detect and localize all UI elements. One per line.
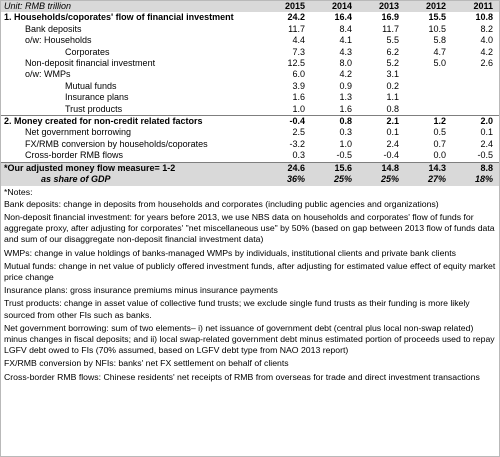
row-label: as share of GDP	[1, 174, 264, 185]
row-label: Non-deposit financial investment	[25, 58, 156, 69]
note-item: Mutual funds: change in net value of publicly offered investment funds, after adjusting for estimated value effect of equity market price change	[4, 260, 496, 282]
cell-value: 0.7	[433, 138, 446, 149]
notes-section	[1, 186, 499, 383]
cell-value: 14.8	[358, 162, 405, 174]
cell-value: 14.3	[405, 162, 452, 174]
cell-value: -0.4	[264, 116, 311, 128]
row-label: Trust products	[65, 103, 123, 114]
note-item: Insurance plans: gross insurance premiums minus insurance payments	[4, 285, 278, 296]
row-label: *Our adjusted money flow measure= 1-2	[1, 162, 264, 174]
cell-value: 0.1	[480, 127, 493, 138]
table-row	[1, 150, 499, 162]
cell-value: 0.9	[339, 80, 352, 91]
cell-value: 8.2	[480, 23, 493, 34]
table-row	[1, 104, 499, 116]
cell-value: 5.5	[386, 35, 399, 46]
cell-value: 6.0	[292, 69, 305, 80]
cell-value: 0.8	[386, 103, 399, 114]
cell-value: 12.5	[287, 58, 305, 69]
note-item: FX/RMB conversion by NFIs: banks' net FX settlement on behalf of clients	[4, 358, 289, 369]
note-item: Net government borrowing: sum of two elements– i) net issuance of government debt (central plus local non-swap related) minus changes in fiscal deposits; and ii) local swap-related government debt minus estimated portion of proceeds used to repay LGFV debt owed to FIs (70% assumed, based on LGFV debt type from NAO 2013 report)	[4, 322, 495, 356]
row-label: 2. Money created for non-credit related factors	[1, 116, 264, 128]
cell-value: 15.5	[428, 12, 446, 23]
cell-value: 6.2	[386, 46, 399, 57]
cell-value	[452, 104, 499, 116]
year-header: 2015	[264, 1, 311, 12]
cell-value: 16.4	[334, 12, 352, 23]
cell-value: 16.9	[381, 12, 399, 23]
cell-value: 25%	[358, 174, 405, 185]
cell-value: 8.4	[339, 23, 352, 34]
year-header: 2013	[358, 1, 405, 12]
cell-value: 24.6	[264, 162, 311, 174]
note-item: Trust products: change in asset value of collective fund trusts; we exclude single fund trusts as their funding is more likely sourced from other FIs such as banks.	[4, 298, 470, 320]
cell-value: 36%	[264, 174, 311, 185]
cell-value: 8.8	[452, 162, 499, 174]
table-row	[1, 81, 499, 92]
row-label: Mutual funds	[65, 80, 117, 91]
table-row	[1, 35, 499, 46]
cell-value: 2.4	[480, 138, 493, 149]
year-header: 2014	[311, 1, 358, 12]
cell-value: 3.1	[386, 69, 399, 80]
cell-value: 2.5	[292, 127, 305, 138]
cell-value: 1.6	[339, 103, 352, 114]
cell-value: 1.3	[339, 92, 352, 103]
row-label: FX/RMB conversion by households/coporates	[25, 138, 208, 149]
cell-value: 4.2	[339, 69, 352, 80]
table-row	[1, 139, 499, 150]
money-flow-table	[1, 1, 499, 186]
cell-value: -0.5	[336, 150, 352, 161]
note-item: WMPs: change in value holdings of banks-managed WMPs by individuals, institutional clients and private bank clients	[4, 247, 456, 258]
year-header: 2011	[452, 1, 499, 12]
cell-value: 10.8	[475, 12, 493, 23]
unit-label: Unit: RMB trillion	[1, 1, 264, 12]
row-label: Insurance plans	[65, 92, 129, 103]
cell-value: 5.2	[386, 58, 399, 69]
cell-value	[452, 69, 499, 80]
cell-value: -0.4	[383, 150, 399, 161]
cell-value: 2.0	[452, 116, 499, 128]
cell-value: 11.7	[382, 23, 399, 34]
cell-value: 0.1	[386, 127, 399, 138]
cell-value: 1.0	[292, 103, 305, 114]
table-row	[1, 58, 499, 69]
cell-value: 1.6	[292, 92, 305, 103]
cell-value: 1.2	[405, 116, 452, 128]
cell-value: 15.6	[311, 162, 358, 174]
row-label: Net government borrowing	[25, 127, 132, 138]
cell-value: 5.8	[433, 35, 446, 46]
row-label: Bank deposits	[25, 23, 82, 34]
cell-value: 18%	[452, 174, 499, 185]
year-header: 2012	[405, 1, 452, 12]
cell-value: 5.0	[433, 58, 446, 69]
cell-value: -0.5	[477, 150, 493, 161]
table-row	[1, 47, 499, 58]
cell-value: 4.4	[292, 35, 305, 46]
cell-value: 0.8	[311, 116, 358, 128]
cell-value: 4.3	[339, 46, 352, 57]
cell-value	[452, 81, 499, 92]
cell-value: 4.7	[433, 46, 446, 57]
cell-value: 2.1	[358, 116, 405, 128]
cell-value: 2.4	[386, 138, 399, 149]
cell-value: 25%	[311, 174, 358, 185]
row-label: Corporates	[65, 46, 110, 57]
table-row	[1, 24, 499, 35]
cell-value: 4.1	[339, 35, 352, 46]
table-row	[1, 12, 499, 23]
cell-value: 8.0	[339, 58, 352, 69]
cell-value: 10.5	[428, 23, 446, 34]
row-label: o/w: Households	[25, 35, 92, 46]
cell-value	[405, 92, 452, 103]
cell-value: 1.0	[339, 138, 352, 149]
cell-value: 4.0	[480, 35, 493, 46]
row-label: Cross-border RMB flows	[25, 150, 124, 161]
cell-value: 0.3	[339, 127, 352, 138]
notes-title: *Notes:	[4, 186, 33, 197]
cell-value: 24.2	[287, 12, 305, 23]
cell-value: 2.6	[480, 58, 493, 69]
row-label: 1. Households/coporates' flow of financial investment	[4, 12, 234, 23]
cell-value: 27%	[405, 174, 452, 185]
cell-value: -3.2	[289, 138, 305, 149]
note-item: Cross-border RMB flows: Chinese residents' net receipts of RMB from overseas for trade and direct investment transactions	[4, 371, 480, 382]
note-item: Non-deposit financial investment: for years before 2013, we use NBS data on households and corporates' flow of funds for aggregate proxy, after adjusting for corporates' "net miscellaneous use" by 50% (based on gap between 2013 flow of funds data and sum of our disaggregate non-deposit financial investment data)	[4, 211, 495, 245]
cell-value	[405, 69, 452, 80]
table-row	[1, 69, 499, 80]
table-row	[1, 162, 499, 174]
cell-value	[405, 81, 452, 92]
cell-value	[405, 104, 452, 116]
table-row	[1, 116, 499, 128]
cell-value: 0.3	[292, 150, 305, 161]
table-header-row	[1, 1, 499, 12]
cell-value: 11.7	[288, 23, 305, 34]
table-row	[1, 174, 499, 185]
cell-value: 0.5	[433, 127, 446, 138]
note-item: Bank deposits: change in deposits from households and corporates (including public agencies and organizations)	[4, 198, 439, 209]
row-label: o/w: WMPs	[25, 69, 71, 80]
table-row	[1, 127, 499, 138]
cell-value: 3.9	[292, 80, 305, 91]
cell-value: 7.3	[292, 46, 305, 57]
cell-value: 0.2	[386, 80, 399, 91]
cell-value: 1.1	[386, 92, 399, 103]
cell-value: 4.2	[480, 46, 493, 57]
cell-value	[452, 92, 499, 103]
table-row	[1, 92, 499, 103]
cell-value: 0.0	[433, 150, 446, 161]
